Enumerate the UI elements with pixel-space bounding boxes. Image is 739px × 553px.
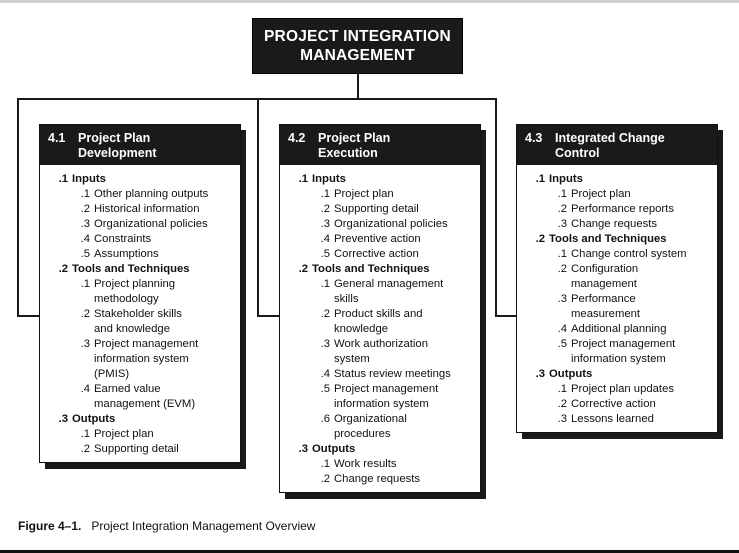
item-text: Project management information system <box>334 383 439 410</box>
section-name: Tools and Techniques <box>72 263 190 275</box>
process-card-4-3 <box>516 124 718 433</box>
item-text: Work results <box>334 458 397 470</box>
item-number: .2 <box>557 203 567 215</box>
process-card-header <box>280 125 480 165</box>
section-name: Tools and Techniques <box>312 263 430 275</box>
process-card-4-2 <box>279 124 481 493</box>
item-number: .5 <box>80 248 90 260</box>
item-number: .3 <box>557 218 567 230</box>
item-number: .1 <box>557 188 567 200</box>
section-name: Inputs <box>312 173 346 185</box>
item-text: Supporting detail <box>94 443 179 455</box>
item-text: Historical information <box>94 203 200 215</box>
item-number: .5 <box>320 383 330 395</box>
section-number: .2 <box>58 263 68 275</box>
connector-root-stem <box>357 72 359 99</box>
item-number: .4 <box>80 383 90 395</box>
item-number: .3 <box>320 338 330 350</box>
item-text: Change control system <box>571 248 687 260</box>
item-text: Organizational policies <box>334 218 448 230</box>
item-number: .3 <box>320 218 330 230</box>
item-number: .1 <box>320 458 330 470</box>
item-text: Organizational policies <box>94 218 208 230</box>
section-name: Inputs <box>72 173 106 185</box>
item-number: .2 <box>80 308 90 320</box>
item-text: Performance reports <box>571 203 674 215</box>
root-title-box <box>252 18 463 74</box>
item-number: .5 <box>320 248 330 260</box>
card-4-2-shadow <box>285 492 486 499</box>
item-number: .5 <box>557 338 567 350</box>
section-number: .3 <box>535 368 545 380</box>
item-number: .4 <box>320 368 330 380</box>
item-number: .2 <box>320 473 330 485</box>
connector-arm-right <box>495 315 516 317</box>
item-number: .4 <box>557 323 567 335</box>
figure-caption-label: Figure 4–1. <box>18 519 82 533</box>
item-text: Lessons learned <box>571 413 654 425</box>
section-name: Outputs <box>312 443 356 455</box>
item-text: Project plan <box>334 188 394 200</box>
item-number: .4 <box>320 233 330 245</box>
item-text: Work authorization system <box>334 338 428 365</box>
card-4-3-shadow <box>522 432 723 439</box>
item-number: .2 <box>320 308 330 320</box>
section-number: .1 <box>58 173 68 185</box>
item-text: Project plan updates <box>571 383 674 395</box>
item-text: Product skills and knowledge <box>334 308 423 335</box>
section-number: .3 <box>298 443 308 455</box>
process-title: Project Plan Development <box>78 131 157 160</box>
root-title-line-2: MANAGEMENT <box>300 47 415 64</box>
process-card-4-1 <box>39 124 241 463</box>
item-text: Performance measurement <box>571 293 641 320</box>
section-number: .3 <box>58 413 68 425</box>
section-number: .2 <box>535 233 545 245</box>
item-number: .1 <box>557 383 567 395</box>
item-text: Constraints <box>94 233 152 245</box>
item-text: Change requests <box>571 218 658 230</box>
item-number: .3 <box>557 413 567 425</box>
figure-caption <box>18 519 315 533</box>
item-text: Configuration management <box>571 263 639 290</box>
item-text: Project planning methodology <box>94 278 176 305</box>
item-number: .1 <box>80 428 90 440</box>
connector-drop-right <box>495 98 497 317</box>
item-number: .2 <box>320 203 330 215</box>
item-text: Stakeholder skills and knowledge <box>94 308 182 335</box>
item-text: Additional planning <box>571 323 667 335</box>
item-text: Change requests <box>334 473 421 485</box>
item-text: Project management information system <box>571 338 676 365</box>
connector-arm-mid <box>257 315 279 317</box>
section-number: .1 <box>298 173 308 185</box>
item-text: Corrective action <box>571 398 656 410</box>
section-name: Inputs <box>549 173 583 185</box>
item-text: Preventive action <box>334 233 421 245</box>
section-name: Outputs <box>72 413 116 425</box>
item-number: .2 <box>557 398 567 410</box>
process-number: 4.1 <box>48 131 66 145</box>
item-number: .4 <box>80 233 90 245</box>
connector-drop-left <box>17 98 19 317</box>
item-text: General management skills <box>334 278 444 305</box>
item-text: Other planning outputs <box>94 188 209 200</box>
item-text: Status review meetings <box>334 368 451 380</box>
item-text: Organizational procedures <box>334 413 407 440</box>
item-text: Project plan <box>571 188 631 200</box>
process-title: Project Plan Execution <box>318 131 391 160</box>
section-name: Outputs <box>549 368 593 380</box>
connector-arm-left <box>17 315 40 317</box>
item-number: .3 <box>80 218 90 230</box>
item-text: Project management information system (PMIS) <box>94 338 199 380</box>
section-number: .2 <box>298 263 308 275</box>
item-number: .3 <box>80 338 90 350</box>
item-number: .1 <box>557 248 567 260</box>
process-number: 4.3 <box>525 131 543 145</box>
item-text: Earned value management (EVM) <box>94 383 196 410</box>
connector-drop-mid <box>257 98 259 317</box>
item-number: .2 <box>557 263 567 275</box>
card-4-1-shadow <box>45 462 246 469</box>
item-text: Corrective action <box>334 248 419 260</box>
figure-caption-text: Project Integration Management Overview <box>91 519 316 533</box>
item-text: Project plan <box>94 428 154 440</box>
root-title-line-1: PROJECT INTEGRATION <box>264 28 451 45</box>
item-number: .1 <box>320 278 330 290</box>
section-number: .1 <box>535 173 545 185</box>
item-text: Assumptions <box>94 248 159 260</box>
item-number: .2 <box>80 203 90 215</box>
item-number: .1 <box>80 188 90 200</box>
section-name: Tools and Techniques <box>549 233 667 245</box>
item-number: .1 <box>80 278 90 290</box>
process-card-header <box>517 125 717 165</box>
item-number: .2 <box>80 443 90 455</box>
item-text: Supporting detail <box>334 203 419 215</box>
process-number: 4.2 <box>288 131 306 145</box>
item-number: .1 <box>320 188 330 200</box>
item-number: .3 <box>557 293 567 305</box>
process-title: Integrated Change Control <box>555 131 665 160</box>
top-rule <box>0 0 739 3</box>
process-card-header <box>40 125 240 165</box>
item-number: .6 <box>320 413 330 425</box>
